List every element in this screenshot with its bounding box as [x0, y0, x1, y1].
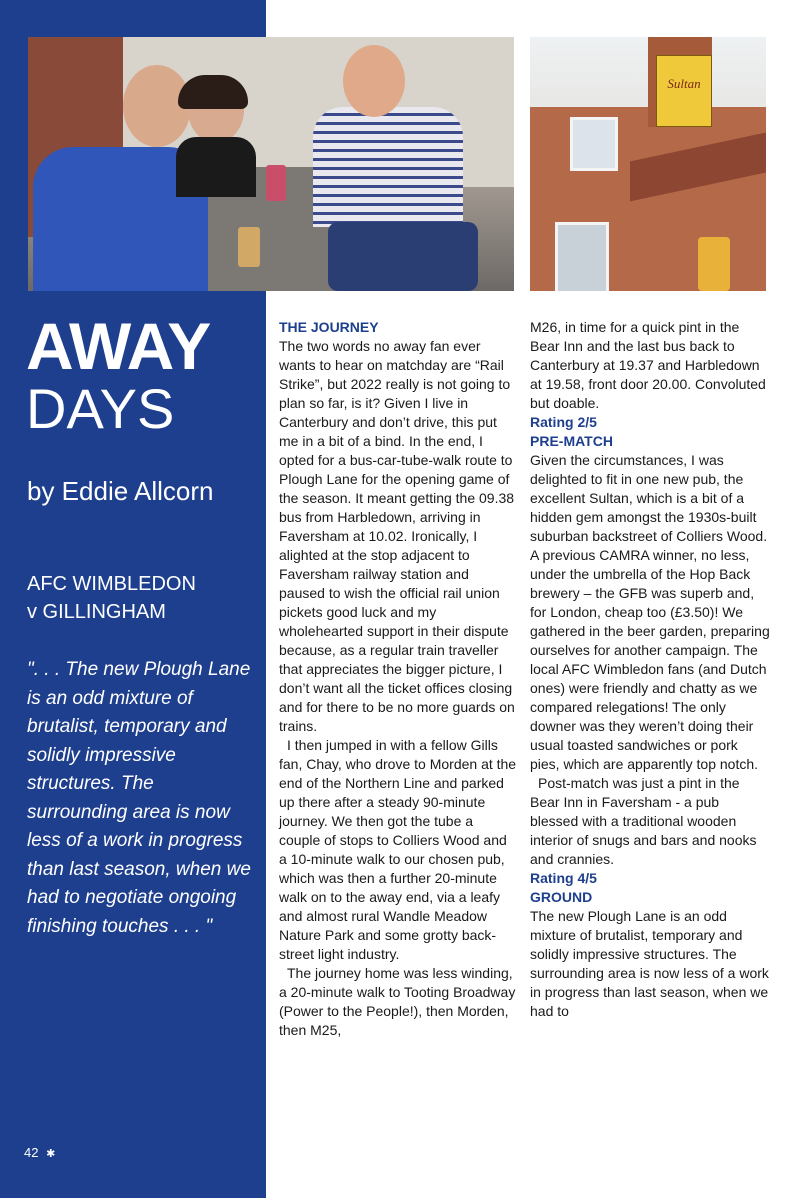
rating-prematch: Rating 4/5: [530, 870, 597, 886]
journey-paragraph-3-part-b: M26, in time for a quick pint in the Bear Inn and the last bus back to Canterbury at 19.37 and Harbledown at 19.58, front door 20.00. Convoluted but doable.: [530, 319, 766, 411]
man-right-head: [343, 45, 405, 117]
pub-sign: [656, 55, 712, 127]
byline: by Eddie Allcorn: [27, 476, 214, 506]
lower-window: [555, 222, 609, 291]
article-column-1: [279, 318, 517, 1040]
match-home-team: AFC WIMBLEDON: [27, 573, 196, 595]
upper-window: [570, 117, 618, 171]
girl-hair: [178, 75, 248, 109]
prematch-paragraph-1: Given the circumstances, I was delighted to fit in one new pub, the excellent Sultan, which is a bit of a hidden gem amongst the 1930s-built suburban backstreet of Colliers Wood. A previous CAMRA winner, no less, under the umbrella of the Hop Back brewery – the GFB was superb and, for London, cheap too (£3.50)! We gathered in the beer garden, preparing ourselves for another campaign. The local AFC Wimbledon fans (and Dutch ones) were friendly and chatty as we compared relegations! The only downer was they weren’t doing their usual toasted sandwiches or pork pies, which are apparently top notch.: [530, 452, 770, 772]
page-headline: [26, 309, 261, 440]
journey-paragraph-2: I then jumped in with a fellow Gills fan, Chay, who drove to Morden at the end of the Northern Line and parked up there after a steady 90-minute journey. We then got the tube a couple of stops to Colliers Wood and a 10-minute walk to our chosen pub, which was then a further 20-minute walk on to the away end, via a leafy and almost rural Wandle Meadow Nature Park and some grotty back-street light industry.: [279, 737, 517, 962]
page-number: [24, 1145, 55, 1160]
page-number-value: 42: [24, 1145, 39, 1160]
ground-paragraph-1: The new Plough Lane is an odd mixture of brutalist, temporary and solidly impressive structures. The surrounding area is now less of a work in progress than last season, when we had to: [530, 908, 769, 1019]
beer-glass: [238, 227, 260, 267]
match-away-team: v GILLINGHAM: [27, 601, 166, 623]
photo-sultan-pub: [530, 37, 766, 291]
drink-can: [266, 165, 286, 201]
section-heading-journey: THE JOURNEY: [279, 319, 379, 335]
headline-away: AWAY: [26, 309, 211, 383]
section-heading-ground: GROUND: [530, 889, 593, 905]
journey-paragraph-3-part-a: The journey home was less winding, a 20-minute walk to Tooting Broadway (Power to the People!), then Morden, then M25,: [279, 965, 516, 1038]
headline-days: DAYS: [26, 377, 175, 440]
man-shorts: [328, 222, 478, 291]
match-title: [27, 570, 262, 626]
painted-mural: [698, 237, 730, 291]
man-striped-polo: [313, 107, 463, 227]
article-column-2: [530, 318, 770, 1021]
journey-paragraph-1: The two words no away fan ever wants to hear on matchday are “Rail Strike”, but 2022 really is not going to plan so far, is it? Given I live in Canterbury and don’t drive, this put me in a bit of a bind. In the end, I opted for a bus-car-tube-walk route to Plough Lane for the opening game of the season. It meant getting the 09.38 bus from Harbledown, arriving in Faversham at 10.02. Ironically, I alighted at the stop adjacent to Faversham railway station and paused to wish the official rail union pickets good luck and my wholehearted support in their dispute because, as a regular train traveller that appreciates the bigger picture, I don’t want all the ticket offices closing and for there to be no more guards on trains.: [279, 338, 515, 734]
pub-sign-text: Sultan: [667, 76, 701, 91]
club-crest-icon: ✱: [46, 1148, 56, 1160]
photo-fans-at-table: [28, 37, 514, 291]
rating-journey: Rating 2/5: [530, 414, 597, 430]
pull-quote: ". . . The new Plough Lane is an odd mixture of brutalist, temporary and solidly impressive structures. The surrounding area is now less of a work in progress than last season, when we had to negotiate ongoing finishing touches . . . ": [27, 659, 251, 937]
girl-top: [176, 137, 256, 197]
prematch-paragraph-2: Post-match was just a pint in the Bear Inn in Faversham - a pub blessed with a traditional wooden interior of snugs and bars and nooks and crannies.: [530, 775, 757, 867]
section-heading-prematch: PRE-MATCH: [530, 433, 613, 449]
